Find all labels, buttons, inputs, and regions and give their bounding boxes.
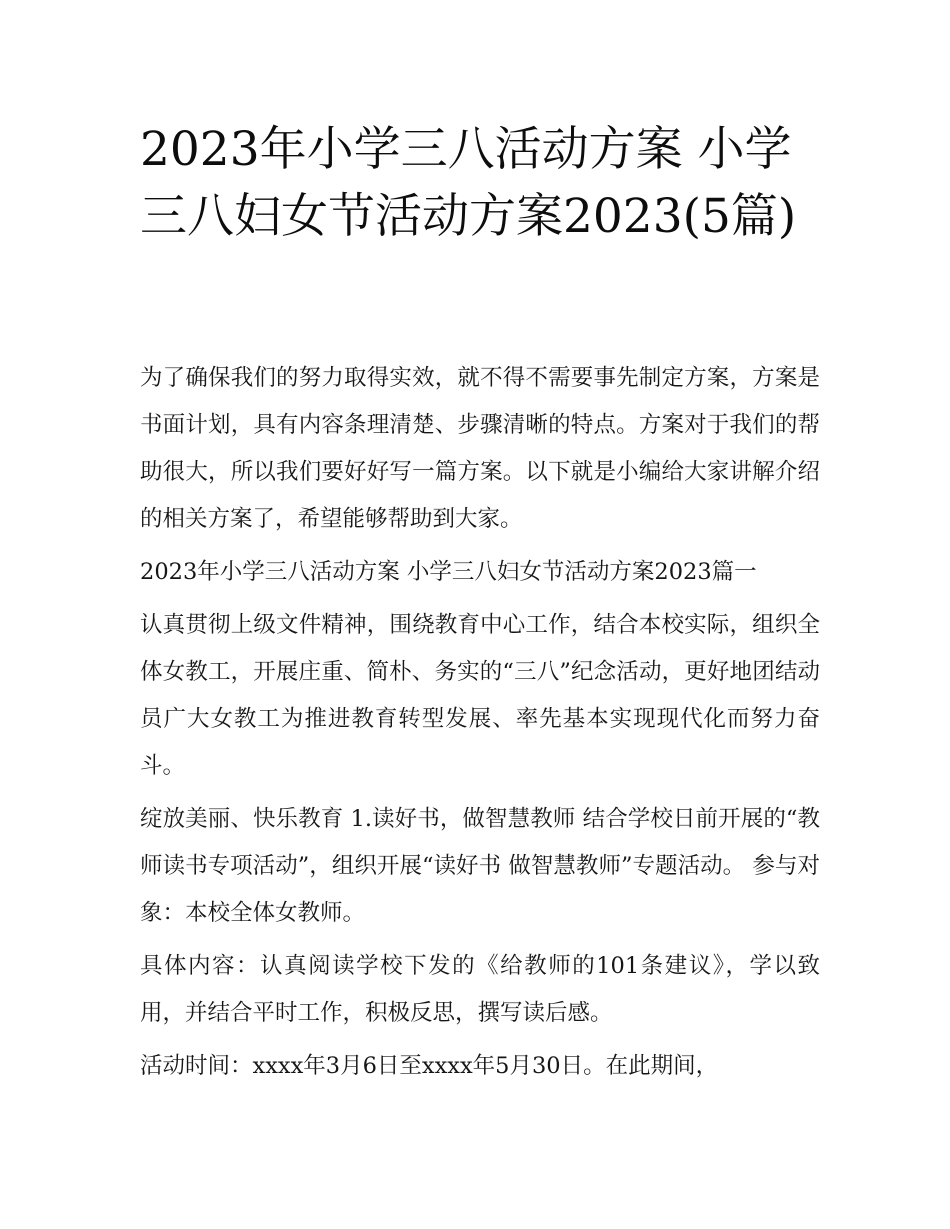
paragraph-purpose: 认真贯彻上级文件精神，围绕教育中心工作，结合本校实际，组织全体女教工，开展庄重、简朴、务实的“三八”纪念活动，更好地团结动员广大女教工为推进教育转型发展、率先基本实现现代化而努力奋斗。 (140, 612, 820, 779)
paragraph-content: 具体内容：认真阅读学校下发的《给教师的101条建议》，学以致用，并结合平时工作，积极反思，撰写读后感。 (140, 953, 820, 1026)
paragraph-time: 活动时间：xxxx年3月6日至xxxx年5月30日。在此期间， (140, 1053, 719, 1079)
paragraph-activity-one: 绽放美丽、快乐教育 1.读好书，做智慧教师 结合学校日前开展的“教师读书专项活动”，组织开展“读好书 做智慧教师”专题活动。 参与对象：本校全体女教师。 (140, 806, 820, 926)
paragraph-intro: 为了确保我们的努力取得实效，就不得不需要事先制定方案，方案是书面计划，具有内容条理清楚、步骤清晰的特点。方案对于我们的帮助很大，所以我们要好好写一篇方案。以下就是小编给大家讲解介绍的相关方案了，希望能够帮助到大家。 (140, 365, 820, 532)
document-body (140, 355, 820, 1096)
paragraph-section-heading: 2023年小学三八活动方案 小学三八妇女节活动方案2023篇一 (140, 559, 757, 585)
document-title: 2023年小学三八活动方案 小学三八妇女节活动方案2023(5篇) (140, 122, 797, 244)
